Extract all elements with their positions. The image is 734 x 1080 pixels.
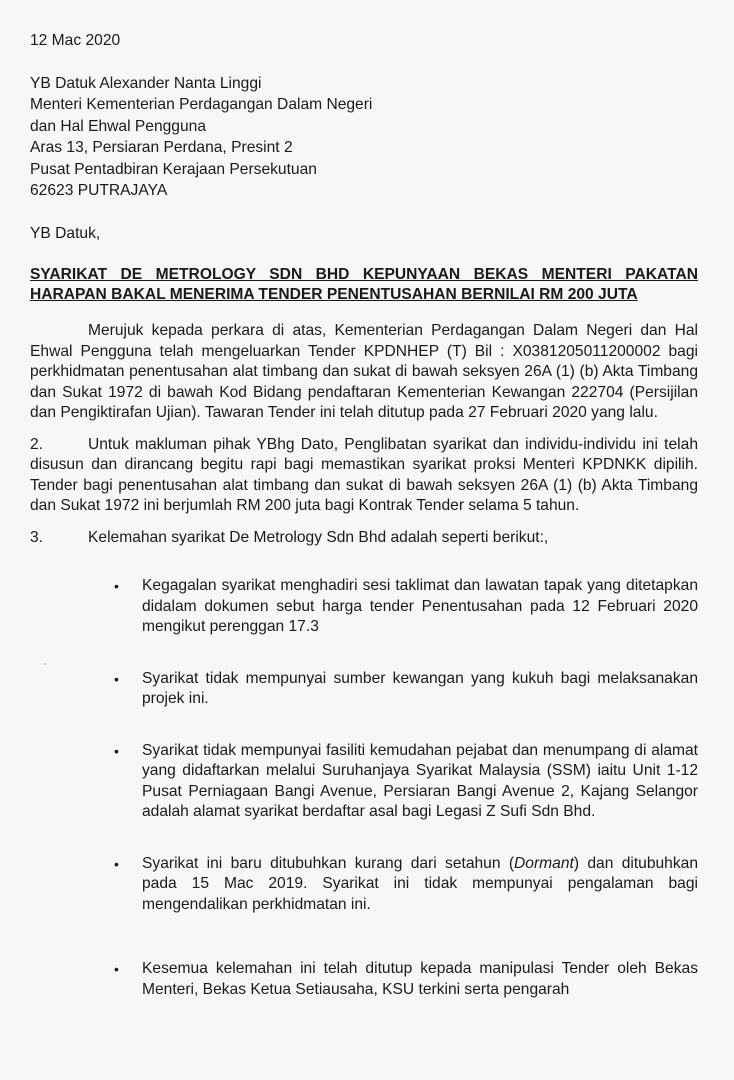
bullet-icon: • xyxy=(114,670,119,687)
address-line: YB Datuk Alexander Nanta Linggi xyxy=(30,74,262,92)
bullet-icon: • xyxy=(114,961,119,977)
list-item xyxy=(114,854,698,916)
letter-date: 12 Mac 2020 xyxy=(30,32,121,49)
dormant-term: Dormant xyxy=(514,854,574,872)
recipient-address xyxy=(30,73,698,202)
list-item xyxy=(114,576,698,638)
address-line: Aras 13, Persiaran Perdana, Presint 2 xyxy=(30,139,293,156)
list-item xyxy=(114,669,698,710)
paragraph-text: Kelemahan syarikat De Metrology Sdn Bhd adalah seperti berikut:, xyxy=(88,528,549,546)
bullet-icon: • xyxy=(114,578,119,594)
paragraph-number: 2. xyxy=(30,435,44,453)
bullet-icon: • xyxy=(114,855,119,872)
list-item-text: Syarikat tidak mempunyai sumber kewangan yang kukuh bagi melaksanakan projek ini. xyxy=(142,669,698,707)
list-item-text: Syarikat tidak mempunyai fasiliti kemudahan pejabat dan menumpang di alamat yang didaftarkan melalui Suruhanjaya Syarikat Malaysia (SSM) iaitu Unit 1-12 Pusat Perniagaan Bangi Avenue, Persiaran Bangi Avenue 2, Kajang Selangor adalah alamat syarikat berdaftar asal bagi Legasi Z Sufi Sdn Bhd. xyxy=(142,741,698,820)
paragraph-3 xyxy=(30,528,698,549)
address-line: Pusat Pentadbiran Kerajaan Persekutuan xyxy=(30,160,317,178)
address-line: Menteri Kementerian Perdagangan Dalam Negeri xyxy=(30,96,373,113)
salutation: YB Datuk, xyxy=(30,224,101,242)
list-item xyxy=(114,959,698,1000)
list-item xyxy=(114,741,698,823)
weakness-list xyxy=(30,576,698,1000)
list-item-text: Kesemua kelemahan ini telah ditutup kepada manipulasi Tender oleh Bekas Menteri, Bekas Ketua Setiausaha, KSU terkini serta pengarah xyxy=(142,960,698,998)
bullet-icon: • xyxy=(114,742,119,759)
address-line: 62623 PUTRAJAYA xyxy=(30,182,168,199)
paragraph-text: Untuk makluman pihak YBhg Dato, Penglibatan syarikat dan individu-individu ini telah disusun dan dirancang begitu rapi bagi memastikan syarikat proksi Menteri KPDNKK dipilih. Tender bagi penentusahan alat timbang dan sukat di bawah seksyen 26A (1) (b) Akta Timbang dan Sukat 1972 ini berjumlah RM 200 juta bagi Kontrak Tender selama 5 tahun. xyxy=(30,435,698,514)
address-line: dan Hal Ehwal Pengguna xyxy=(30,117,206,135)
subject-heading: SYARIKAT DE METROLOGY SDN BHD KEPUNYAAN BEKAS MENTERI PAKATAN HARAPAN BAKAL MENERIMA TENDER PENENTUSAHAN BERNILAI RM 200 JUTA xyxy=(30,266,698,303)
list-item-text xyxy=(142,855,698,913)
paragraph-2 xyxy=(30,435,698,517)
list-item-text: Kegagalan syarikat menghadiri sesi taklimat dan lawatan tapak yang ditetapkan didalam dokumen sebut harga tender Penentusahan pada 12 Februari 2020 mengikut perenggan 17.3 xyxy=(142,577,698,635)
list-item-text-part: ) dan ditubuhkan pada 15 Mac 2019. Syarikat ini tidak mempunyai pengalaman bagi mengendalikan perkhidmatan ini. xyxy=(142,854,698,913)
paragraph-1: Merujuk kepada perkara di atas, Kementerian Perdagangan Dalam Negeri dan Hal Ehwal Pengguna telah mengeluarkan Tender KPDNHEP (T) Bil : X0381205011200002 bagi perkhidmatan penentusahan alat timbang dan sukat di bawah seksyen 26A (1) (b) Akta Timbang dan Sukat 1972 di bawah Kod Bidang pendaftaran Kementerian Kewangan 222704 (Persijilan dan Pengiktirafan Ujian). Tawaran Tender ini telah ditutup pada 27 Februari 2020 yang lalu. xyxy=(30,322,698,421)
paragraph-number: 3. xyxy=(30,528,44,546)
list-item-text-part: Syarikat ini baru ditubuhkan kurang dari setahun ( xyxy=(142,854,515,872)
scan-speck xyxy=(44,663,46,665)
